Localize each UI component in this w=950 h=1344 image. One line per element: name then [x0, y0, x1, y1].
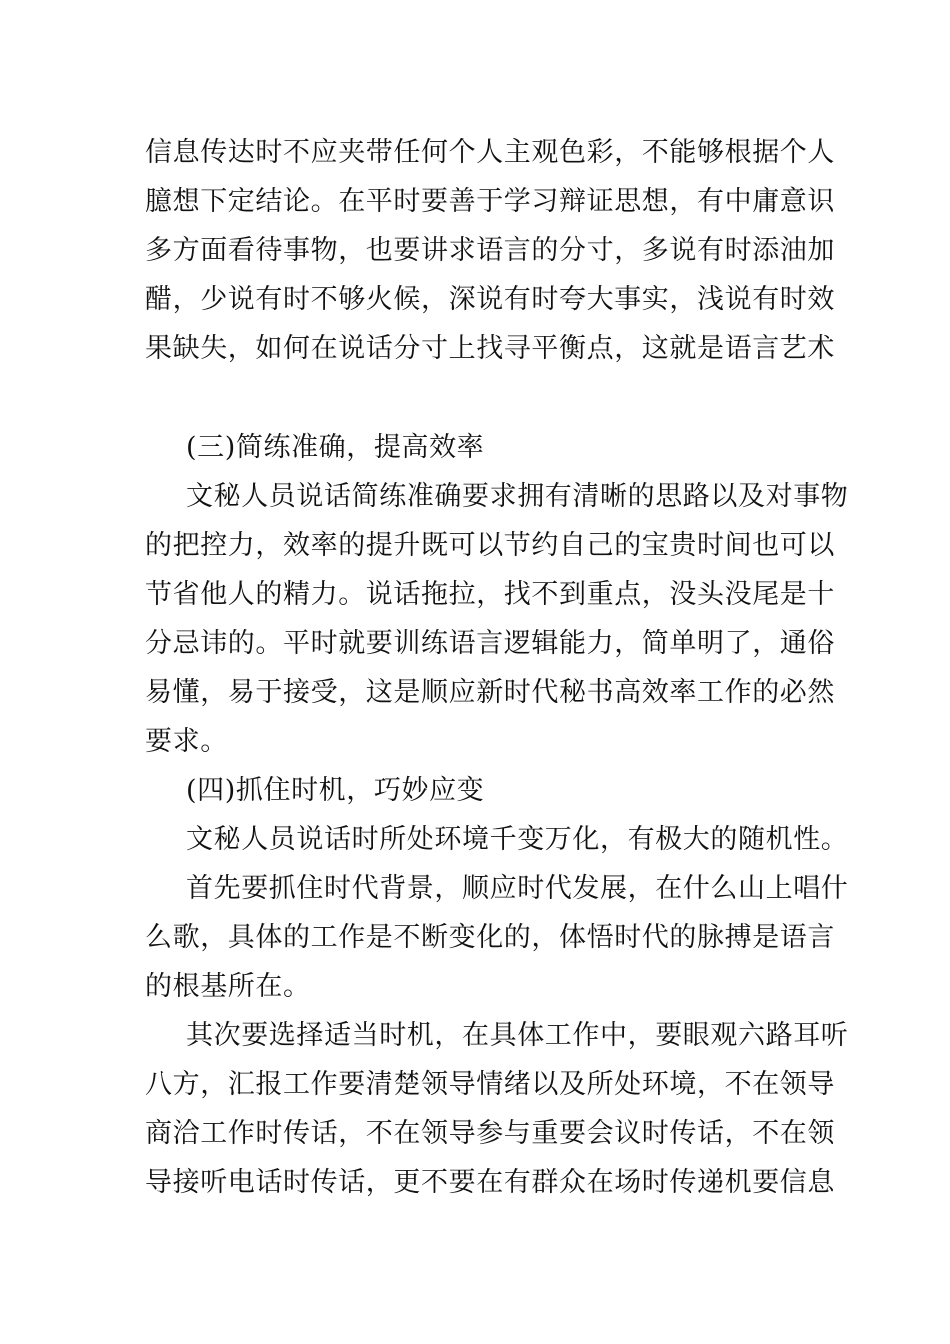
section-heading: (三)简练准确，提高效率 — [186, 432, 485, 463]
body-text-line: 的根基所在。 — [145, 971, 311, 1002]
body-text-line: 文秘人员说话简练准确要求拥有清晰的思路以及对事物 — [186, 481, 849, 512]
body-text-line: 其次要选择适当时机，在具体工作中，要眼观六路耳听 — [186, 1020, 849, 1051]
body-text-line: 八方，汇报工作要清楚领导情绪以及所处环境，不在领导 — [145, 1069, 835, 1100]
body-text-line: 的把控力，效率的提升既可以节约自己的宝贵时间也可以 — [145, 530, 835, 561]
body-text-line: 节省他人的精力。说话拖拉，找不到重点，没头没尾是十 — [145, 579, 835, 610]
body-text-line: 信息传达时不应夹带任何个人主观色彩，不能够根据个人 — [145, 137, 835, 168]
body-text-line: 商洽工作时传话，不在领导参与重要会议时传话，不在领 — [145, 1118, 835, 1149]
body-text-line: 果缺失，如何在说话分寸上找寻平衡点，这就是语言艺术 — [145, 333, 835, 364]
body-text-line: 首先要抓住时代背景，顺应时代发展，在什么山上唱什 — [186, 873, 849, 904]
body-text-line: 臆想下定结论。在平时要善于学习辩证思想，有中庸意识 — [145, 186, 835, 217]
section-heading: (四)抓住时机，巧妙应变 — [186, 775, 485, 806]
body-text-line: 要求。 — [145, 726, 228, 757]
body-text-line: 分忌讳的。平时就要训练语言逻辑能力，简单明了，通俗 — [145, 628, 835, 659]
body-text-line: 易懂，易于接受，这是顺应新时代秘书高效率工作的必然 — [145, 677, 835, 708]
body-text-line: 多方面看待事物，也要讲求语言的分寸，多说有时添油加 — [145, 235, 835, 266]
body-text-line: 导接听电话时传话，更不要在有群众在场时传递机要信息 — [145, 1167, 835, 1198]
body-text-line: 么歌，具体的工作是不断变化的，体悟时代的脉搏是语言 — [145, 922, 835, 953]
body-text-line: 文秘人员说话时所处环境千变万化，有极大的随机性。 — [186, 824, 849, 855]
body-text-line: 醋，少说有时不够火候，深说有时夸大事实，浅说有时效 — [145, 284, 835, 315]
